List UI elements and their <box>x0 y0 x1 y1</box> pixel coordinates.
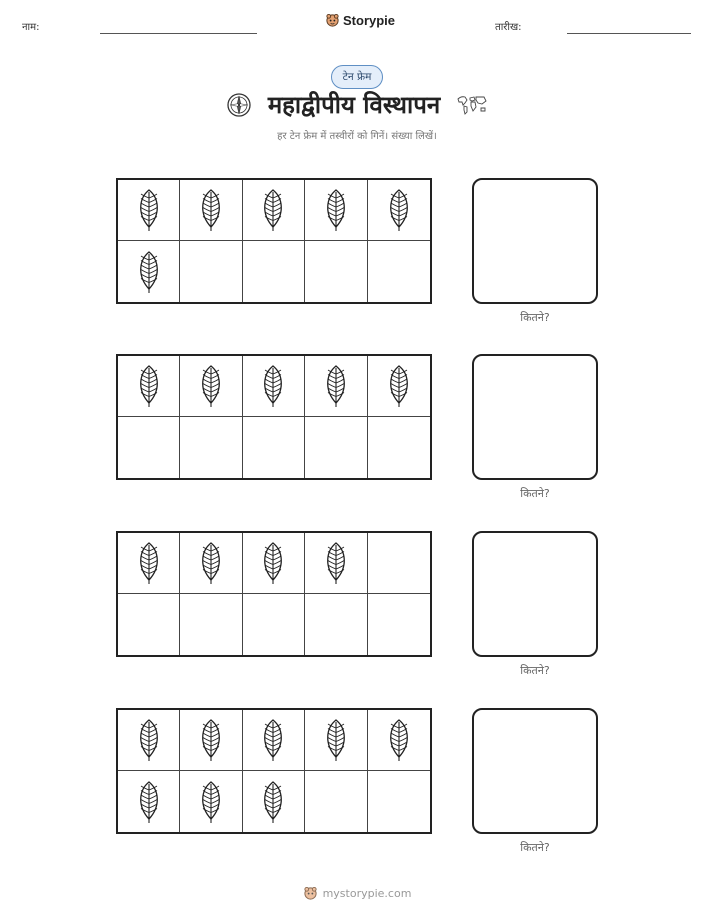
ten-frame-cell <box>243 241 305 302</box>
ten-frame-cell <box>243 533 305 594</box>
leaf-icon <box>135 364 163 408</box>
ten-frame-cell <box>180 533 242 594</box>
leaf-icon <box>259 718 287 762</box>
ten-frame-cell <box>180 180 242 241</box>
ten-frame-cell <box>368 594 430 655</box>
ten-frame-cell <box>118 417 180 478</box>
ten-frame-cell <box>305 533 367 594</box>
ten-frame-cell <box>368 180 430 241</box>
leaf-icon <box>259 780 287 824</box>
leaf-icon <box>259 364 287 408</box>
ten-frame-cell <box>180 594 242 655</box>
ten-frame-cell <box>243 417 305 478</box>
ten-frame-cell <box>368 417 430 478</box>
brand-name: Storypie <box>343 13 396 28</box>
ten-frame-cell <box>118 356 180 417</box>
ten-frame-cell <box>305 710 367 771</box>
ten-frame-cell <box>118 533 180 594</box>
ten-frame-4 <box>116 708 432 834</box>
ten-frame-cell <box>305 180 367 241</box>
leaf-icon <box>322 364 350 408</box>
leaf-icon <box>259 188 287 232</box>
mascot-icon <box>325 13 340 28</box>
leaf-icon <box>385 364 413 408</box>
ten-frame-cell <box>118 710 180 771</box>
date-label: तारीख: <box>495 22 522 33</box>
badge-ten-frame: टेन फ्रेम <box>331 65 383 89</box>
leaf-icon <box>322 188 350 232</box>
ten-frame-cell <box>305 241 367 302</box>
brand-logo <box>325 13 395 28</box>
leaf-icon <box>385 718 413 762</box>
ten-frame-cell <box>305 594 367 655</box>
page-title: महाद्वीपीय विस्थापन <box>267 91 441 119</box>
leaf-icon <box>135 718 163 762</box>
ten-frame-1 <box>116 178 432 304</box>
date-line[interactable] <box>567 33 691 34</box>
ten-frame-cell <box>368 771 430 832</box>
instructions: हर टेन फ्रेम में तस्वीरों को गिनें। संख्या लिखें। <box>277 131 437 142</box>
name-label: नाम: <box>22 22 40 33</box>
answer-prompt-4: कितने? <box>520 841 550 854</box>
ten-frame-cell <box>180 356 242 417</box>
ten-frame-3 <box>116 531 432 657</box>
ten-frame-cell <box>180 417 242 478</box>
answer-box-2[interactable] <box>472 354 598 480</box>
ten-frame-cell <box>368 710 430 771</box>
ten-frame-cell <box>243 710 305 771</box>
ten-frame-cell <box>305 356 367 417</box>
leaf-icon <box>385 188 413 232</box>
name-line[interactable] <box>100 33 257 34</box>
ten-frame-cell <box>180 710 242 771</box>
answer-box-1[interactable] <box>472 178 598 304</box>
ten-frame-cell <box>368 356 430 417</box>
compass-icon <box>226 92 252 118</box>
leaf-icon <box>197 780 225 824</box>
leaf-icon <box>197 718 225 762</box>
leaf-icon <box>197 188 225 232</box>
ten-frame-cell <box>243 771 305 832</box>
ten-frame-cell <box>118 180 180 241</box>
title-row <box>0 88 714 121</box>
leaf-icon <box>322 541 350 585</box>
footer <box>0 886 714 901</box>
answer-box-3[interactable] <box>472 531 598 657</box>
mascot-icon <box>303 886 318 901</box>
footer-url: mystorypie.com <box>322 887 412 900</box>
leaf-icon <box>135 780 163 824</box>
answer-prompt-1: कितने? <box>520 311 550 324</box>
world-map-icon <box>456 94 488 116</box>
ten-frame-cell <box>118 241 180 302</box>
ten-frame-cell <box>118 771 180 832</box>
answer-prompt-2: कितने? <box>520 487 550 500</box>
leaf-icon <box>135 188 163 232</box>
ten-frame-cell <box>180 771 242 832</box>
leaf-icon <box>135 250 163 294</box>
leaf-icon <box>197 364 225 408</box>
ten-frame-cell <box>243 594 305 655</box>
ten-frame-cell <box>305 417 367 478</box>
ten-frame-2 <box>116 354 432 480</box>
leaf-icon <box>197 541 225 585</box>
ten-frame-cell <box>118 594 180 655</box>
leaf-icon <box>322 718 350 762</box>
answer-box-4[interactable] <box>472 708 598 834</box>
ten-frame-cell <box>180 241 242 302</box>
ten-frame-cell <box>368 533 430 594</box>
leaf-icon <box>259 541 287 585</box>
answer-prompt-3: कितने? <box>520 664 550 677</box>
ten-frame-cell <box>243 180 305 241</box>
ten-frame-cell <box>368 241 430 302</box>
ten-frame-cell <box>305 771 367 832</box>
leaf-icon <box>135 541 163 585</box>
ten-frame-cell <box>243 356 305 417</box>
